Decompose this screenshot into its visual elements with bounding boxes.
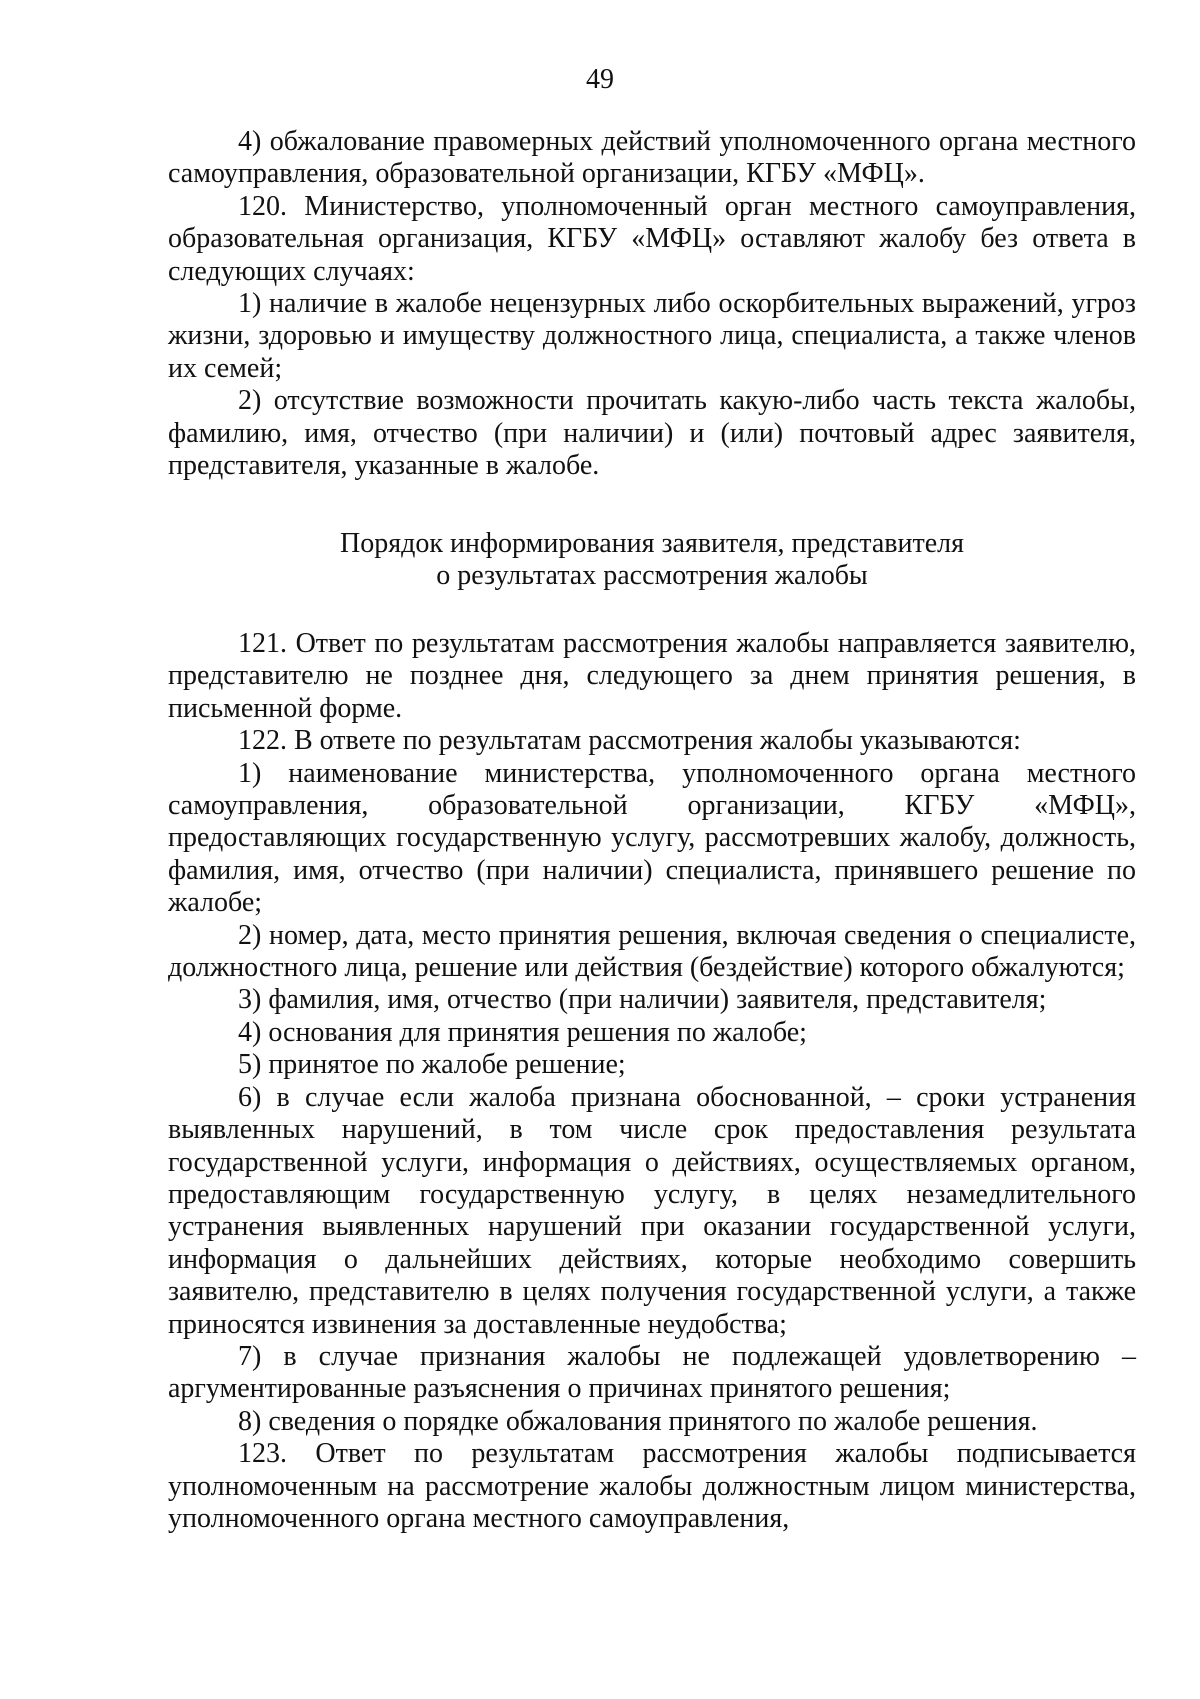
paragraph: 7) в случае признания жалобы не подлежащей удовлетворению – аргументированные разъяснения о причинах принятого решения; [168, 1340, 1136, 1405]
text-block-2 [168, 628, 1136, 1535]
paragraph: 3) фамилия, имя, отчество (при наличии) заявителя, представителя; [238, 984, 1047, 1016]
text-block-1 [168, 126, 1136, 482]
paragraph: 6) в случае если жалоба признана обоснованной, – сроки устранения выявленных нарушений, в том числе срок предоставления результата государственной услуги, информация о действиях, осуществляемых органом, предоставляющим государственную услугу, в целях незамедлительного устранения выявленных нарушений при оказании государственной услуги, информация о дальнейших действиях, которые необходимо совершить заявителю, представителю в целях получения государственной услуги, а также приносятся извинения за доставленные неудобства; [168, 1081, 1136, 1340]
paragraph: 120. Министерство, уполномоченный орган местного самоуправления, образовательная организация, КГБУ «МФЦ» оставляют жалобу без ответа в следующих случаях: [168, 190, 1136, 287]
section-heading [168, 528, 1136, 593]
section-heading-line-1: Порядок информирования заявителя, представителя [340, 528, 964, 559]
paragraph: 8) сведения о порядке обжалования принятого по жалобе решения. [238, 1405, 1038, 1437]
paragraph: 122. В ответе по результатам рассмотрения жалобы указываются: [238, 725, 1021, 757]
paragraph: 2) номер, дата, место принятия решения, включая сведения о специалисте, должностного лица, решение или действия (бездействие) которого обжалуются; [168, 919, 1136, 984]
section-heading-line-2: о результатах рассмотрения жалобы [436, 560, 868, 592]
paragraph: 1) наличие в жалобе нецензурных либо оскорбительных выражений, угроз жизни, здоровью и имуществу должностного лица, специалиста, а также членов их семей; [168, 288, 1136, 384]
paragraph: 2) отсутствие возможности прочитать какую-либо часть текста жалобы, фамилию, имя, отчество (при наличии) и (или) почтовый адрес заявителя, представителя, указанные в жалобе. [168, 385, 1136, 482]
paragraph: 5) принятое по жалобе решение; [238, 1049, 626, 1081]
paragraph: 4) обжалование правомерных действий уполномоченного органа местного самоуправления, образовательной организации, КГБУ «МФЦ». [168, 126, 1136, 190]
paragraph: 4) основания для принятия решения по жалобе; [238, 1016, 807, 1048]
paragraph: 121. Ответ по результатам рассмотрения жалобы направляется заявителю, представителю не позднее дня, следующего за днем принятия решения, в письменной форме. [168, 628, 1136, 724]
paragraph: 1) наименование министерства, уполномоченного органа местного самоуправления, образовательной организации, КГБУ «МФЦ», предоставляющих государственную услугу, рассмотревших жалобу, должность, фамилия, имя, отчество (при наличии) специалиста, принявшего решение по жалобе; [168, 757, 1136, 919]
page-number: 49 [586, 64, 614, 95]
paragraph: 123. Ответ по результатам рассмотрения жалобы подписывается уполномоченным на рассмотрение жалобы должностным лицом министерства, уполномоченного органа местного самоуправления, [168, 1438, 1136, 1534]
